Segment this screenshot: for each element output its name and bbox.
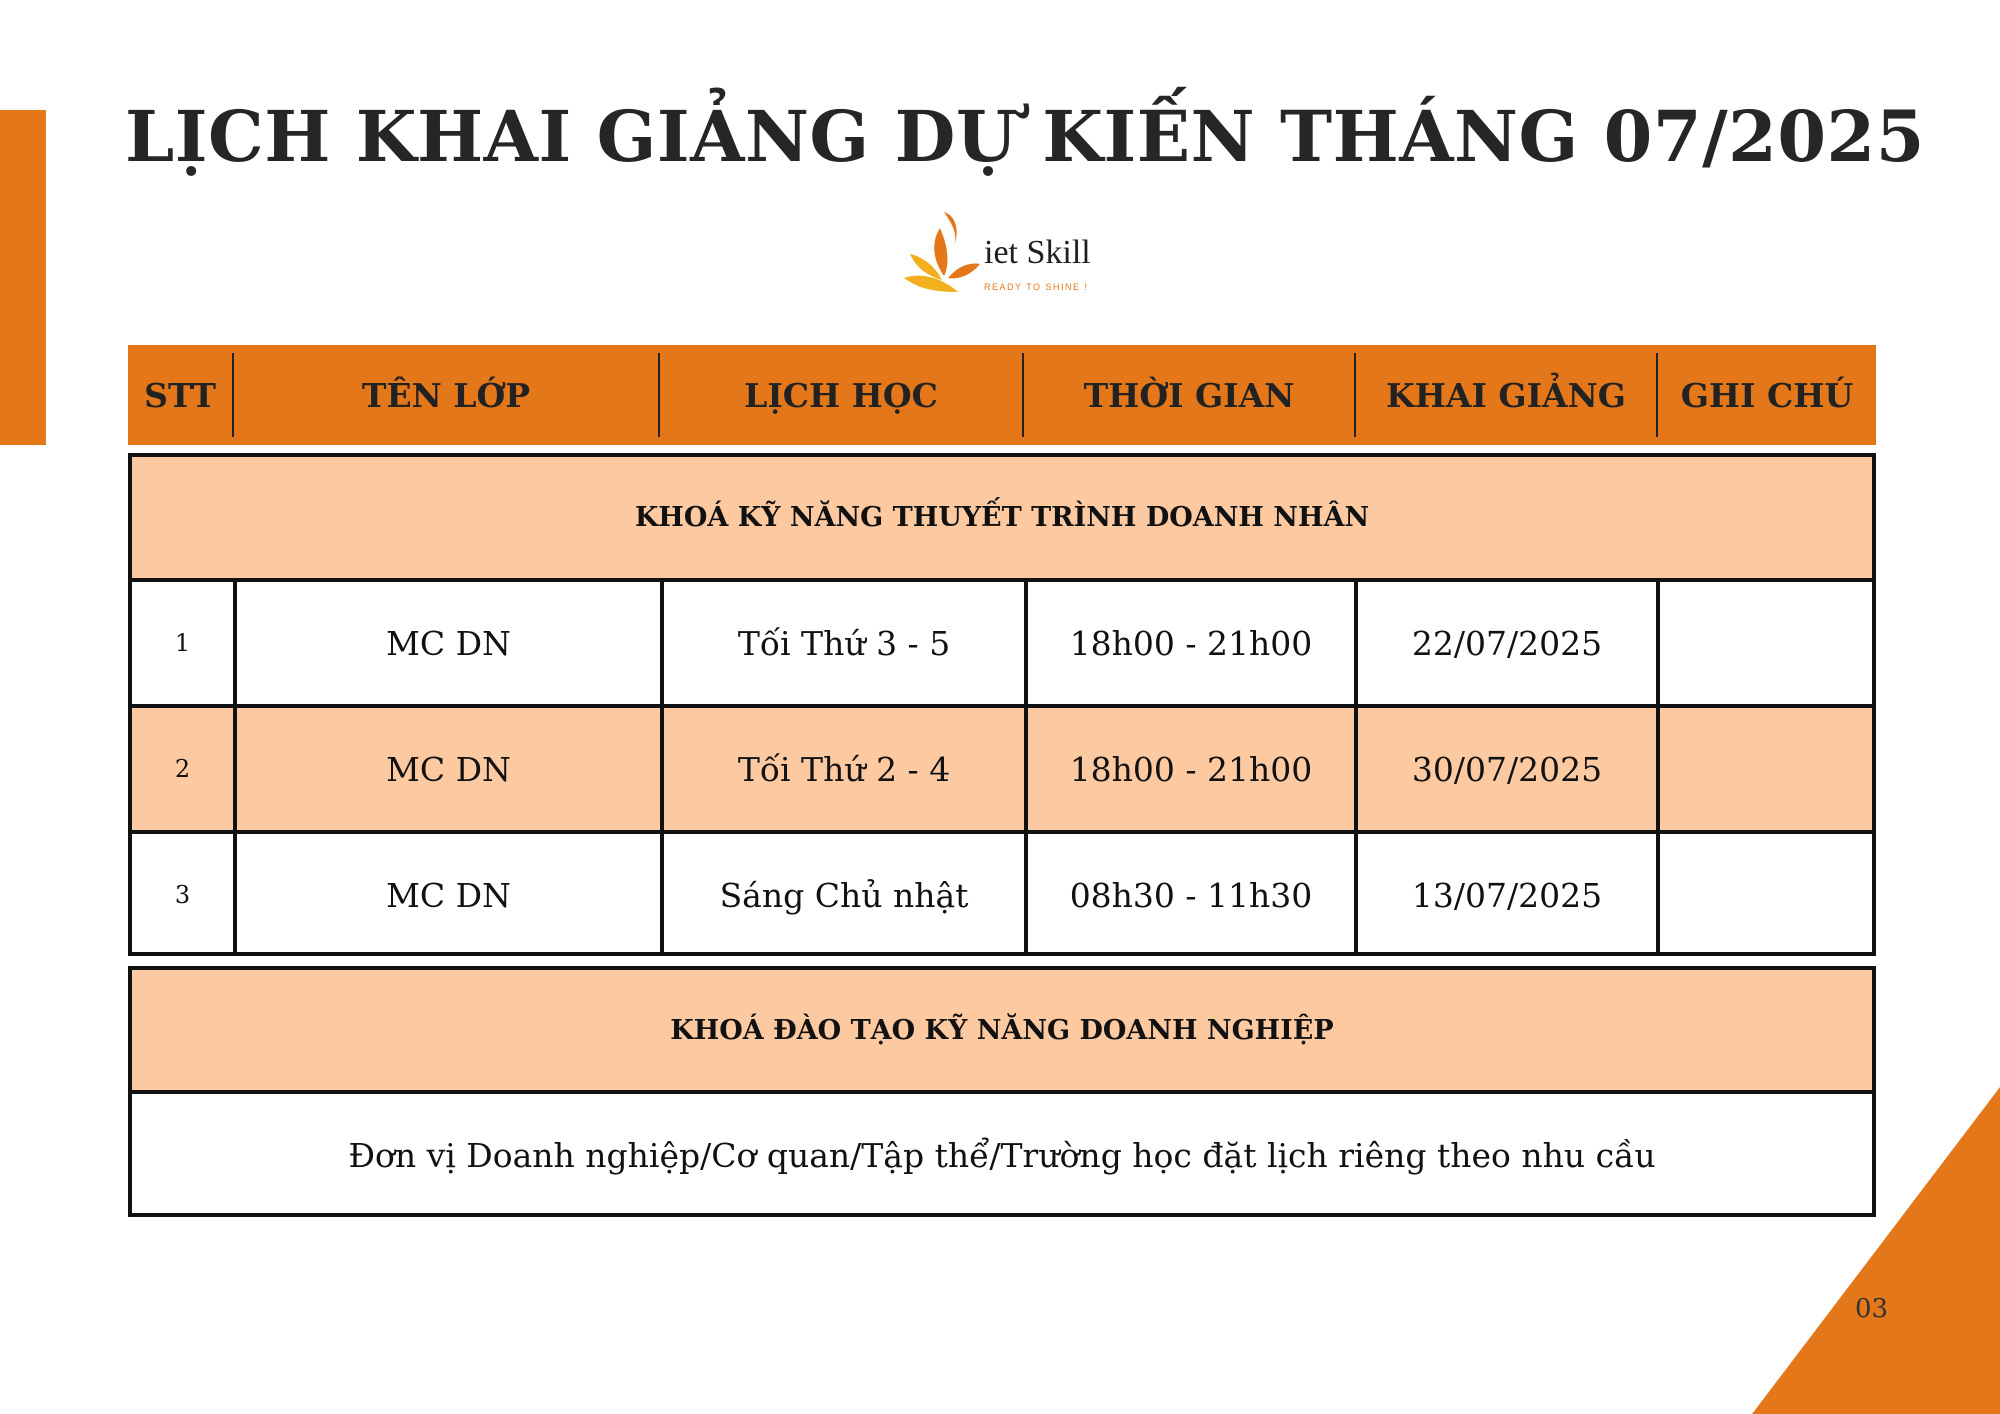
cell-time: 18h00 - 21h00 [1069, 623, 1313, 663]
table-row [132, 704, 1872, 830]
cell-start-date: 30/07/2025 [1411, 749, 1603, 789]
logo-flame-icon [900, 206, 984, 298]
section-title-enterprise-training: KHOÁ ĐÀO TẠO KỸ NĂNG DOANH NGHIỆP [132, 970, 1872, 1090]
column-header-note: GHI CHÚ [1680, 375, 1854, 415]
cell-note [1660, 708, 1872, 830]
cell-start-date: 22/07/2025 [1411, 623, 1603, 663]
logo-tagline: READY TO SHINE ! [984, 282, 1089, 292]
cell-class-name: MC DN [386, 875, 511, 915]
section-title-presentation-course: KHOÁ KỸ NĂNG THUYẾT TRÌNH DOANH NHÂN [132, 457, 1872, 578]
column-header-start-date: KHAI GIẢNG [1386, 375, 1626, 415]
table-header-row [128, 345, 1876, 445]
column-header-class-name: TÊN LỚP [361, 375, 531, 415]
vietskill-logo [900, 206, 1130, 298]
page-title: LỊCH KHAI GIẢNG DỰ KIẾN THÁNG 07/2025 [125, 95, 1925, 178]
presentation-course-table [128, 453, 1876, 956]
enterprise-training-table [128, 966, 1876, 1217]
column-header-stt: STT [144, 375, 216, 415]
cell-class-name: MC DN [386, 623, 511, 663]
table-row [132, 578, 1872, 704]
column-header-schedule: LỊCH HỌC [744, 375, 938, 415]
cell-stt: 2 [174, 755, 191, 783]
cell-schedule: Tối Thứ 2 - 4 [737, 749, 951, 789]
cell-stt: 1 [174, 629, 191, 657]
cell-class-name: MC DN [386, 749, 511, 789]
logo-wordmark: iet Skill [984, 234, 1091, 271]
cell-time: 18h00 - 21h00 [1069, 749, 1313, 789]
page-number: 03 [1855, 1294, 1889, 1324]
cell-note [1660, 834, 1872, 956]
cell-start-date: 13/07/2025 [1411, 875, 1603, 915]
enterprise-training-note: Đơn vị Doanh nghiệp/Cơ quan/Tập thể/Trường học đặt lịch riêng theo nhu cầu [132, 1090, 1872, 1217]
cell-stt: 3 [174, 881, 191, 909]
cell-time: 08h30 - 11h30 [1069, 875, 1313, 915]
column-header-time: THỜI GIAN [1083, 375, 1295, 415]
cell-schedule: Tối Thứ 3 - 5 [737, 623, 951, 663]
table-row [132, 830, 1872, 956]
cell-note [1660, 582, 1872, 704]
cell-schedule: Sáng Chủ nhật [719, 875, 969, 915]
side-accent-bar [0, 110, 46, 445]
